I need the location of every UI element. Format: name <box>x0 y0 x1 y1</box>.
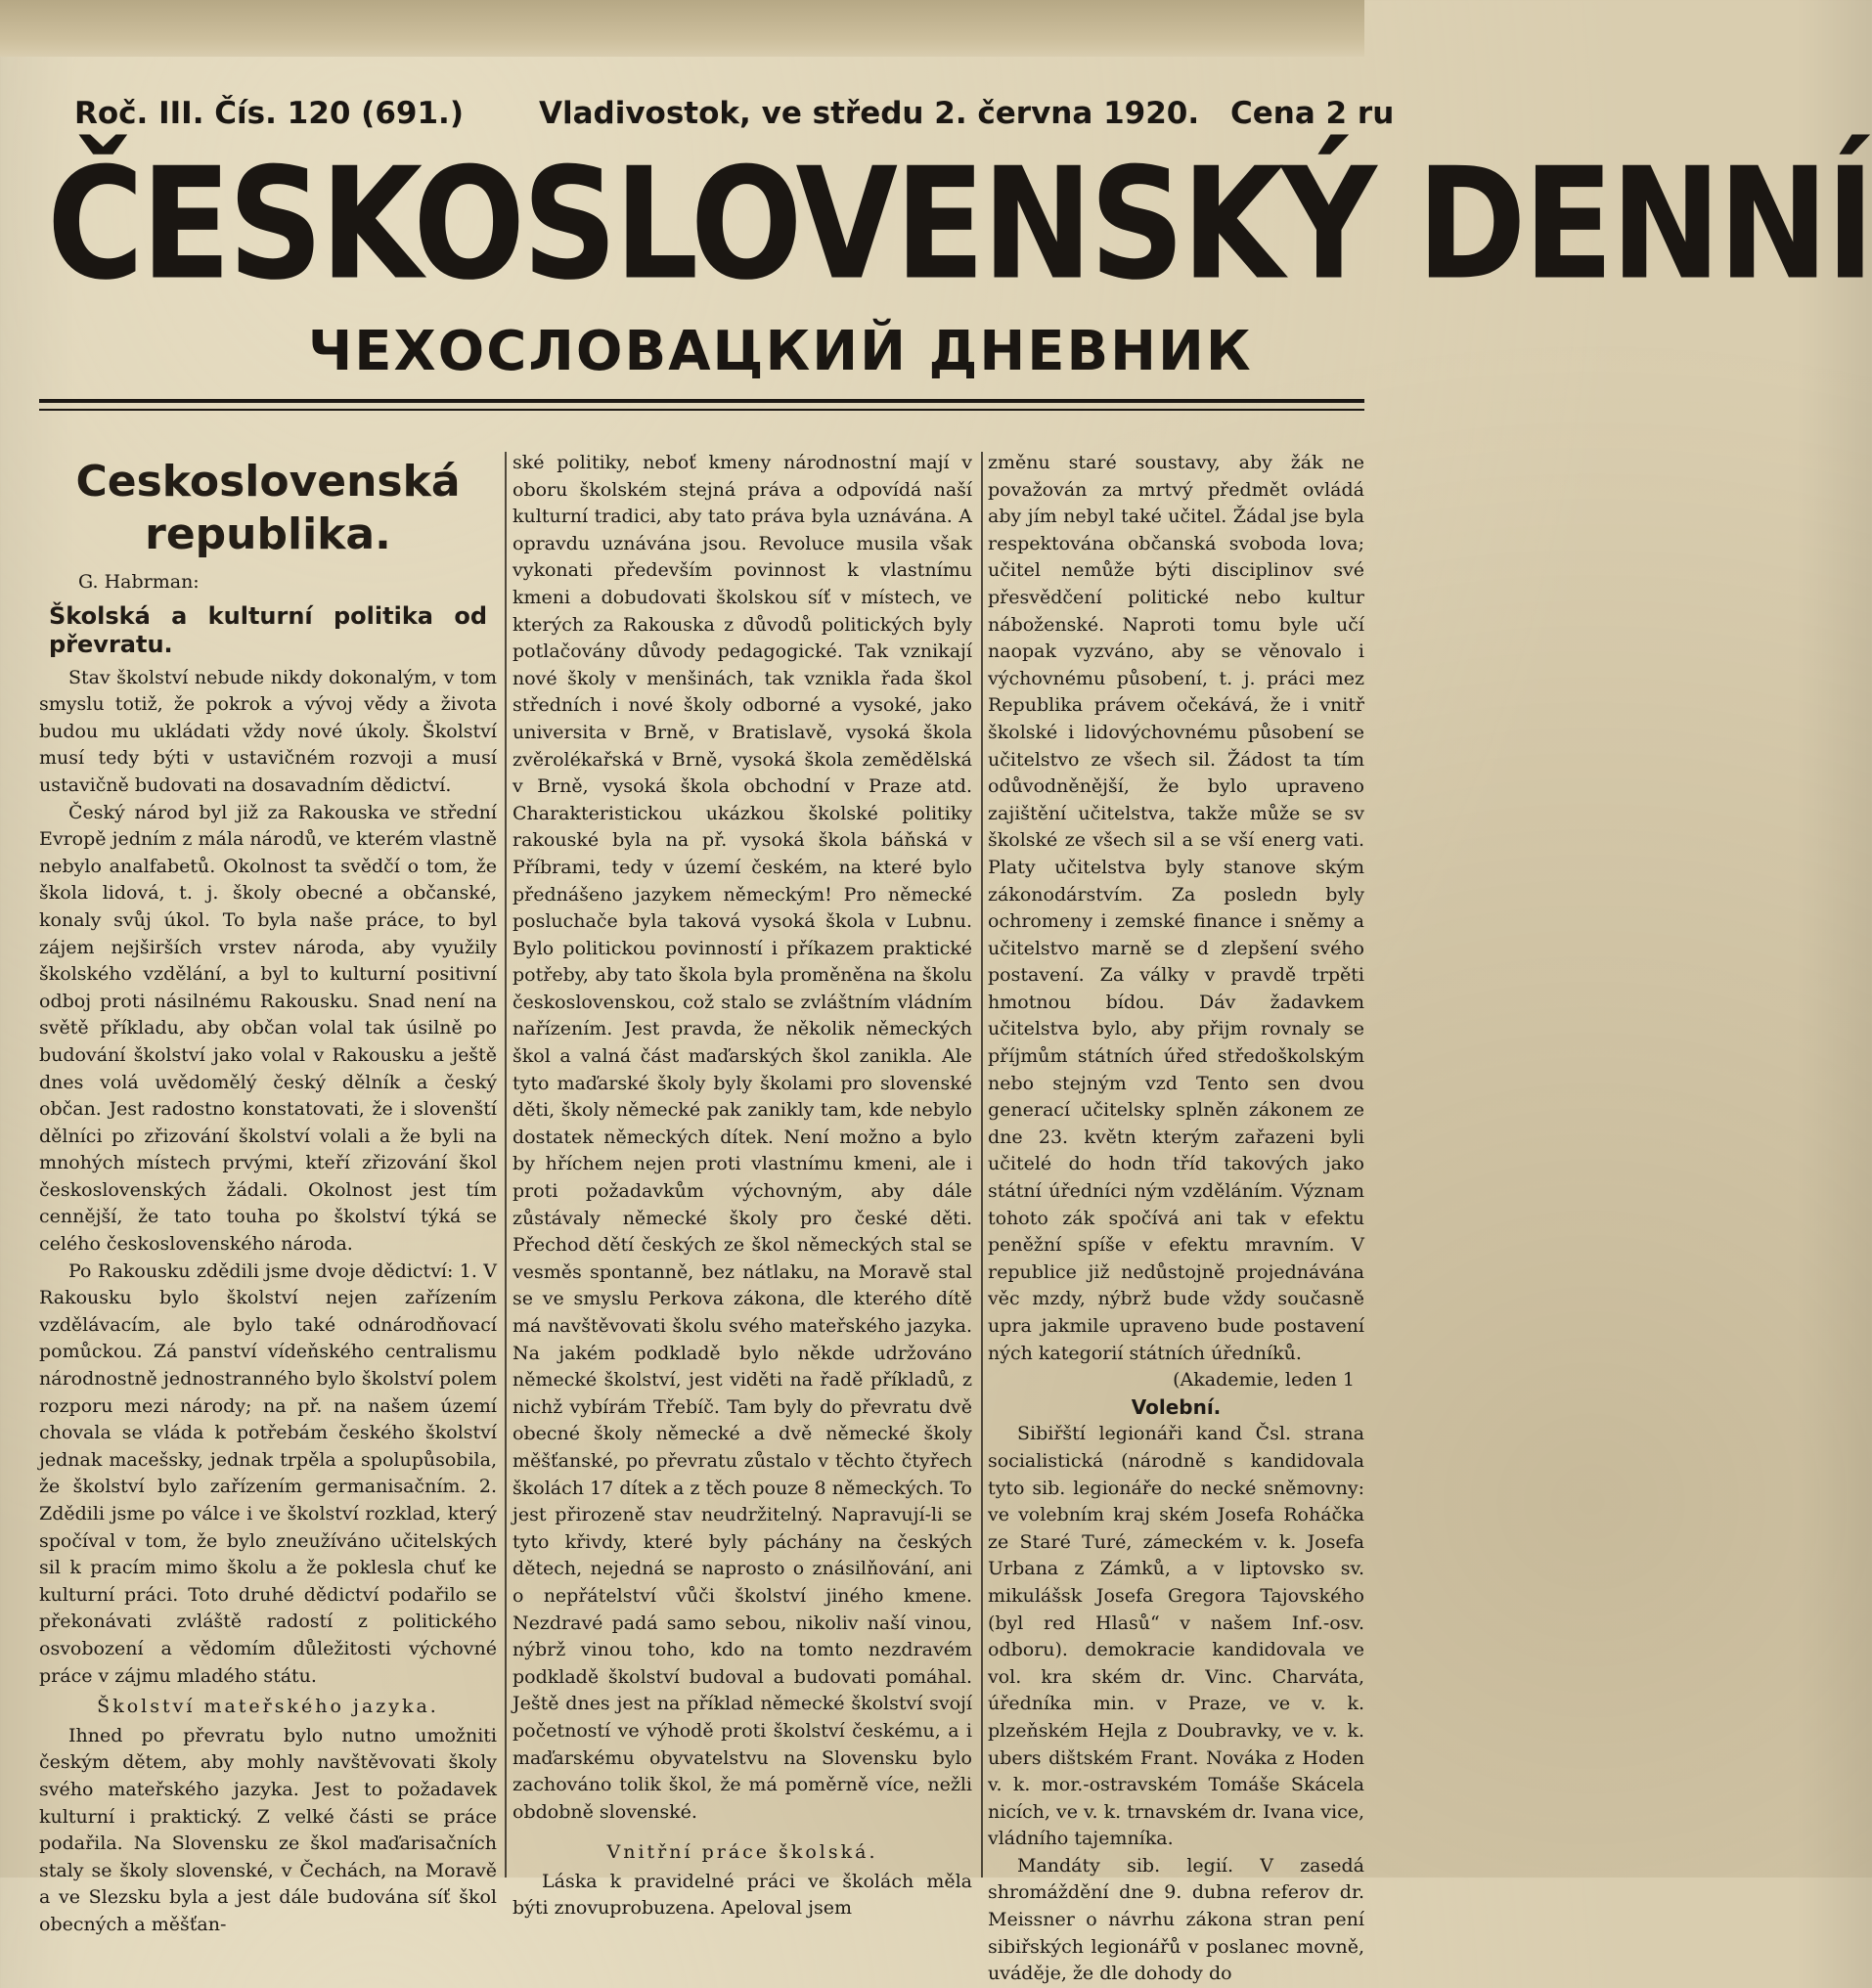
masthead-rule-thick <box>39 399 1364 403</box>
column-divider <box>505 452 507 1878</box>
paragraph: Sibiřští legionáři kand Čsl. strana socialistická (národně s kandidovala tyto sib. legionáře do necké sněmovny: ve volebním kraj ském Josefa Roháčka ze Staré Turé, zámeckém v. k. Josefa Urbana z Zámků, a v liptovsko sv. mikulášsk Josefa Gregora Tajovského (byl red Hlasů“ v našem Inf.-osv. odboru). demokracie kandidovala ve vol. kra ském dr. Vinc. Charváta, úředníka min. v Praze, ve v. k. plzeňském Hejla z Doubravky, ve v. k. ubers dištském Frant. Nováka z Hoden v. k. mor.-ostravském Tomáše Skácela nicích, ve v. k. trnavském dr. Ivana vice, vládního tajemníka. <box>988 1423 1364 1850</box>
column-2 <box>513 450 972 1920</box>
issue-number: Roč. III. Čís. 120 (691.) <box>74 96 465 131</box>
paragraph: Po Rakousku zdědili jsme dvoje dědictví: 1. V Rakousku bylo školství nejen zařízením vzdělávacím, ale bylo také odnárodňovací pomůckou. Zá panství vídeňského centralismu národnostně jednostranného bylo školství polem rozporu mezi národy; na př. na našem území chovala se vláda k potřebám českého školství jednak macešsky, jednak trpěla a spolupůsobila, že školství bylo zařízením germanisačním. 2. Zdědili jsme po válce i ve školství rozklad, který spočíval v tom, že bylo zneužíváno učitelských sil k pracím mimo školu a že poklesla chuť ke kulturní práci. Toto druhé dědictví podařilo se překonávati zvláště radostí z politického osvobození a vědomím důležitosti výchovné práce v zájmu mladého státu. <box>39 1259 497 1687</box>
article-author: G. Habrman: <box>78 571 200 593</box>
paragraph: ské politiky, neboť kmeny národnostní mají v oboru školském stejná práva a odpovídá naší kulturní tradici, aby tato práva byla uznávána. A opravdu uznávána jsou. Revoluce musila však vykonati především povinnost k vlastnímu kmeni a dobudovati školskou síť v místech, ve kterých za Rakouska z důvodů politických byly potlačovány důvody pedagogické. Tak vznikají nové školy v menšinách, tak vznikla řada škol středních i nové školy odborné a vysoké, jako universita v Brně, v Bratislavě, vysoká škola zvěrolékařská v Brně, vysoká škola zemědělská v Brně, vysoká škola obchodní v Praze atd. Charakteristickou ukázkou školské politiky rakouské byla na př. vysoká škola báňská v Příbrami, tedy v území českém, na které bylo přednášeno jazykem německým! Pro německé posluchače byla taková vysoká škola v Lubnu. Bylo politickou povinností i příkazem praktické potřeby, aby tato škola byla proměněna na školu československou, což stalo se zvláštním vládním nařízením. Jest pravda, že několik německých škol a valná část maďarských škol zanikla. Ale tyto maďarské školy byly školami pro slovenské děti, školy německé pak zanikly tam, kde nebylo dostatek německých dítek. Není možno a bylo by hříchem nejen proti vlastnímu kmeni, ale i proti požadavkům výchovným, aby dále zůstávaly německé školy pro české děti. Přechod dětí českých ze škol německých stal se vesměs spontanně, bez nátlaku, na Moravě stal se ve smyslu Perkova zákona, dle kterého dítě má navštěvovati školu svého mateřského jazyka. Na jakém podkladě bylo někde udržováno německé školství, jest viděti na řadě příkladů, z nichž vybírám Třebíč. Tam byly do převratu dvě obecné školy německé a dvě německé školy měšťanské, po převratu zůstalo v těchto čtyřech školách 17 dítek a z těch pouze 8 německých. To jest přirozeně stav neudržitelný. Napravují-li se tyto křivdy, které byly páchány na českých dětech, nejedná se naprosto o znásilňování, ani o nepřátelství vůči školství jiného kmene. Nezdravé padá samo sebou, nikoliv naší vinou, nýbrž vinou toho, kdo na tomto nezdravém podkladě školství budoval a budovati pomáhal. Ještě dnes jest na příklad německé školství svojí početností ve výhodě proti školství českému, a i maďarskému obyvatelstvu na Slovensku bylo zachováno tolik škol, že má poměrně více, nežli obdobně slovenské. <box>513 452 972 1823</box>
paragraph: Láska k pravidelné práci ve školách měla býti znovuprobuzena. Apeloval jsem <box>513 1870 972 1920</box>
paragraph: Stav školství nebude nikdy dokonalým, v tom smyslu totiž, že pokrok a vývoj vědy a života budou mu ukládati vždy nové úkoly. Školství musí tedy býti v ustavičném rozvoji a musí ustavičně budovati na dosavadním dědictví. <box>39 666 497 796</box>
newspaper-title: ČESKOSLOVENSKÝ DENNÍ <box>47 135 1872 315</box>
paragraph: změnu staré soustavy, aby žák ne považován za mrtvý předmět ovládá aby jím nebyl také učitel. Žádal jse byla respektována občanská svoboda lova; učitel nemůže býti disciplinov své přesvědčení politické nebo kultur náboženské. Naproti tomu byle učí naopak vyzváno, aby se věnovalo i výchovnému působení, t. j. práci mez Republika právem očekává, že i vnitř školské i lidovýchovnému působení se učitelstvo ze všech sil. Žádost ta tím odůvodněnější, že bylo upraveno zajištění učitelstva, takže může se sv školské ze všech sil a se vší energ vati. Platy učitelstva byly stanove ským zákonodárstvím. Za posledn byly ochromeny i zemské finance i sněmy a učitelstvo marně se d zlepšení svého postavení. Za války v pravdě trpěti hmotnou bídou. Dáv žadavkem učitelstva bylo, aby přijm rovnaly se příjmům státních úřed středoškolským nebo stejným vzd Tento sen dvou generací učitelsky splněn zákonem ze dne 23. květn kterým zařazeni byli učitelé do hodn tříd takových jako státní úředníci ným vzděláním. Význam tohoto zák spočívá ani tak v efektu peněžní spíše v efektu mravním. V republice již nedůstojně projednávána věc mzdy, nýbrž bude vždy současně upra jakmile upraveno bude postavení ných kategorií státních úředníků. <box>988 452 1364 1364</box>
column-1 <box>39 450 497 1935</box>
column-divider <box>981 452 983 1878</box>
paragraph: Mandáty sib. legií. V zasedá shromáždění dne 9. dubna referov dr. Meissner o návrhu zákona stran pení sibiřských legionářů v poslanec movně, uváděje, že dle dohody do <box>988 1854 1364 1985</box>
masthead-info-line <box>39 96 1395 137</box>
issue-date: Vladivostok, ve středu 2. června 1920. <box>539 96 1200 131</box>
newspaper-subtitle-russian: ЧЕХОСЛОВАЦКИЙ ДНЕВНИК <box>308 320 1253 383</box>
paragraph: Ihned po převratu bylo nutno umožniti českým dětem, aby mohly navštěvovati školy svého mateřského jazyka. Jest to požadavek kulturní i praktický. Z velké části se práce podařila. Na Slovensku ze škol maďarisačních staly se školy slovenské, v Čechách, na Moravě a ve Slezsku byla a jest dále budována síť škol obecných a měšťan- <box>39 1724 497 1935</box>
masthead-rule-thin <box>39 409 1364 411</box>
issue-price: Cena 2 ru <box>1230 96 1395 131</box>
section-heading: Vnitřní práce školská. <box>606 1841 878 1864</box>
article-title: Ceskoslovenská republika. <box>75 457 461 559</box>
article-subtitle: Školská a kulturní politika od převratu. <box>49 601 487 658</box>
section-heading: Školství mateřského jazyka. <box>97 1696 439 1718</box>
paragraph: Český národ byl již za Rakouska ve střední Evropě jedním z mála národů, ve kterém vlastně nebylo analfabetů. Okolnost ta svědčí o tom, že škola lidová, t. j. školy obecné a občanské, konaly svůj úkol. To byla naše práce, to byl zájem nejširších vrstev národa, aby využily školského vzdělání, a byl to kulturní positivní odboj proti násilnému Rakousku. Snad není na světě příkladu, aby občan volal tak úsilně po budování školství jako volal v Rakousku a ještě dnes volá uvědomělý český dělník a český občan. Jest radostno konstatovati, že i slovenští dělníci po zřizování školství volali a že byli na mnohých místech prvými, kteří zřizování škol československých žádali. Okolnost jest tím cennější, že tato touha po školství týká se celého československého národa. <box>39 801 497 1256</box>
page-top-edge <box>0 0 1364 57</box>
article-signature: (Akademie, leden 1 <box>1173 1369 1355 1392</box>
section-heading: Volební. <box>1131 1394 1222 1419</box>
column-3 <box>988 450 1364 1985</box>
